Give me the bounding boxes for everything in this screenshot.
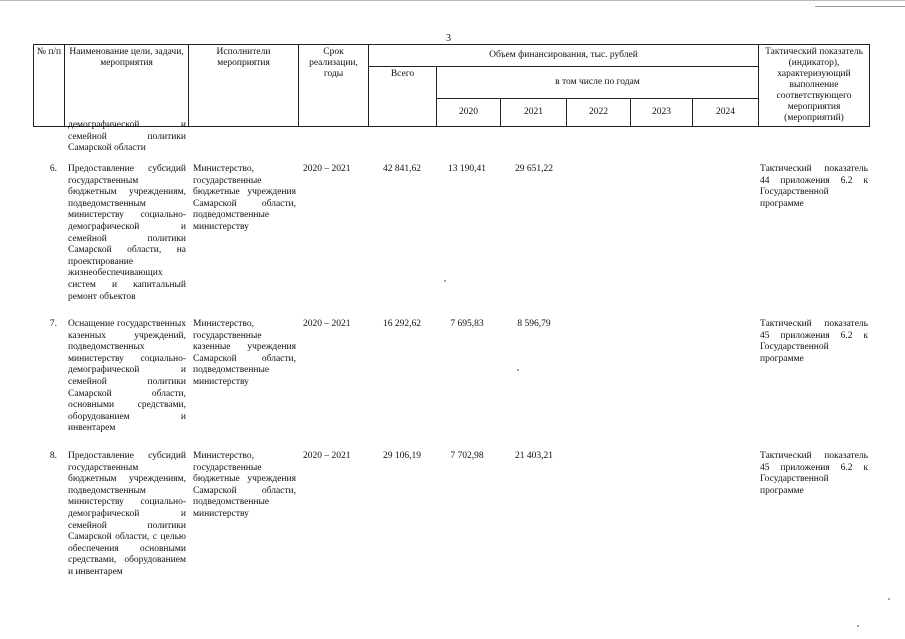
row-2020: 13 190,41 xyxy=(448,164,486,174)
row-term: 2020 – 2021 xyxy=(303,451,351,461)
header-num: № п/п xyxy=(34,45,65,127)
row-number: 7. xyxy=(49,319,57,329)
header-indicator: Тактический показатель (индикатор), характеризующий выполнение соответствующего мероприятия (мероприятий) xyxy=(759,45,870,127)
header-year-2020: 2020 xyxy=(437,99,501,127)
table-header xyxy=(33,44,870,127)
header-executors: Исполнители мероприятия xyxy=(189,45,299,127)
row-number: 6. xyxy=(49,164,57,174)
scan-border-top xyxy=(0,0,905,1)
header-name: Наименование цели, задачи, мероприятия xyxy=(65,45,189,127)
header-year-2023: 2023 xyxy=(631,99,693,127)
page-number: 3 xyxy=(446,33,451,44)
header-year-2024: 2024 xyxy=(693,99,759,127)
row-indicator: Тактический показатель 44 приложения 6.2 к Государственной программе xyxy=(760,164,868,209)
row-2020: 7 702,98 xyxy=(450,451,484,461)
header-year-2022: 2022 xyxy=(567,99,631,127)
row-total: 29 106,19 xyxy=(383,451,421,461)
row-term: 2020 – 2021 xyxy=(303,319,351,329)
row-total: 16 292,62 xyxy=(383,319,421,329)
scan-speck xyxy=(857,625,859,627)
scan-speck xyxy=(888,598,890,600)
row-executors: Министерство, государственные бюджетные учреждения Самарской области, подведомственные министерству xyxy=(193,451,296,519)
row-2021: 21 403,21 xyxy=(515,451,553,461)
row-executors: Министерство, государственные казенные учреждения Самарской области, подведомственные министерству xyxy=(193,319,296,387)
header-term: Срок реализации, годы xyxy=(299,45,369,127)
row-name: Предоставление субсидий государственным бюджетным учреждениям, подведомственным министерству социально-демографической и семейной политики Самарской области, с целью обеспечения основными средствами, оборудованием и инвентарем xyxy=(68,451,186,577)
row-name: Предоставление субсидий государственным бюджетным учреждениям, подведомственным министерству социально-демографической и семейной политики Самарской области, на проектирование жизнеобеспечивающих систем и капитальный ремонт объектов xyxy=(68,164,186,302)
row-term: 2020 – 2021 xyxy=(303,164,351,174)
scan-mark-right xyxy=(815,6,905,7)
row-2021: 29 651,22 xyxy=(515,164,553,174)
row-number: 8. xyxy=(49,451,57,461)
scan-speck xyxy=(517,369,519,371)
row-indicator: Тактический показатель 45 приложения 6.2 к Государственной программе xyxy=(760,319,868,364)
header-funding: Объем финансирования, тыс. рублей xyxy=(369,45,759,67)
scan-speck xyxy=(444,280,446,282)
header-by-years: в том числе по годам xyxy=(437,67,759,99)
row-2020: 7 695,83 xyxy=(450,319,484,329)
header-total: Всего xyxy=(369,67,437,127)
continuation-text: демографической и семейной политики Самарской области xyxy=(68,120,186,154)
row-2021: 8 596,79 xyxy=(517,319,551,329)
row-name: Оснащение государственных казенных учреждений, подведомственных министерству социально-демографической и семейной политики Самарской области, основными средствами, оборудованием и инвентарем xyxy=(68,319,186,434)
header-year-2021: 2021 xyxy=(501,99,567,127)
row-indicator: Тактический показатель 45 приложения 6.2 к Государственной программе xyxy=(760,451,868,496)
row-total: 42 841,62 xyxy=(383,164,421,174)
row-executors: Министерство, государственные бюджетные учреждения Самарской области, подведомственные министерству xyxy=(193,164,296,232)
